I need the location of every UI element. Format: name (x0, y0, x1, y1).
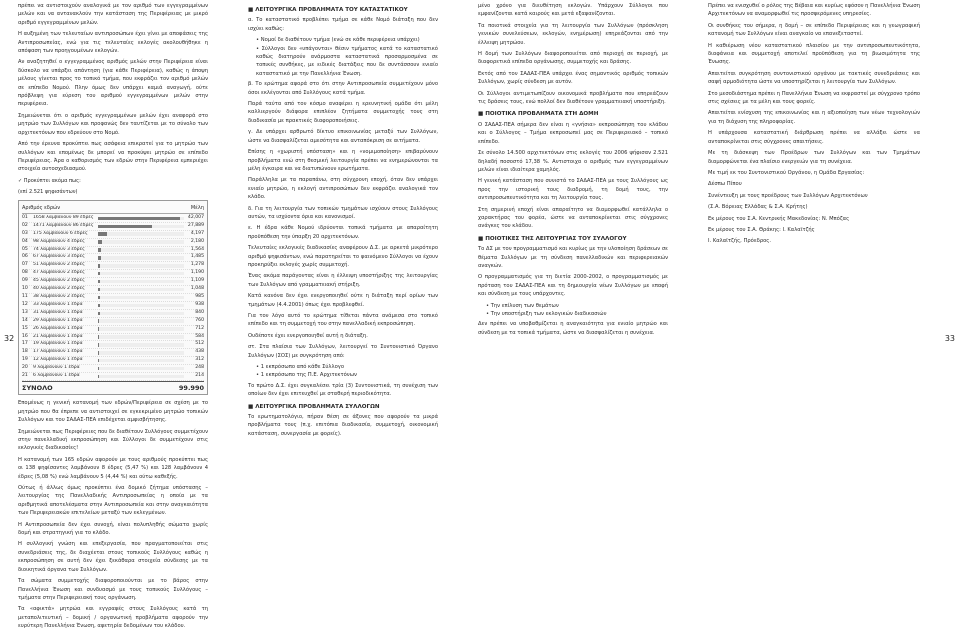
row-count: 1,190 (187, 270, 204, 277)
row-bar-track (98, 232, 184, 236)
paragraph: Ούτως ή άλλως όμως προκύπτει ένα δομικό ζήτημα υπόστασης – λειτουργίας της Πανελλαδικής Αντιπροσωπείας η οποία με τα αριθμητικά αποτελέσματα στην Αντιπροσωπεία και στην αναγκαιότητα των Περιφερειακών επιτελείων μεταξύ των εκλεγμένων. (18, 484, 208, 518)
row-count: 1,048 (187, 286, 204, 293)
signature-line: (Σ.Α. Βόρειας Ελλάδας & Σ.Α. Κρήτης) (708, 203, 920, 211)
row-number: 06 (22, 254, 33, 261)
row-count: 938 (187, 302, 204, 309)
row-number: 09 (22, 278, 33, 285)
row-bar (98, 312, 100, 316)
row-number: 11 (22, 294, 33, 301)
paragraph: Παράλληλα με τα παραπάνω, στη σύγχρονη εποχή, όταν δεν υπάρχει ενιαίο μητρώο, η εκλογή αντιπροσώπων δεν εκφράζει αναλογικά τον κλάδο. (248, 176, 438, 201)
paragraph: Στο μεσοδιάστημα πρέπει η Πανελλήνια Ένωση να εκφραστεί με σύγχρονο τρόπο στις σχέσεις με τα μέλη και τους φορείς. (708, 90, 920, 107)
row-label: 26 λαμβάνουν 1 έδρα (33, 326, 95, 333)
paragraph: Οι Σύλλογοι αντιμετωπίζουν οικονομικά προβλήματα που επηρεάζουν τις δράσεις τους, ενώ πολλοί δεν διαθέτουν γραμματειακή υποστήριξη. (478, 90, 668, 107)
row-label: 47 λαμβάνουν 2 έδρες (33, 270, 95, 277)
paragraph: γ. Δε υπάρχει αρθρωτό δίκτυο επικοινωνίας μεταξύ των Συλλόγων, ώστε να διασφαλίζεται αμεσότητα και ανταπόκριση σε αιτήματα. (248, 128, 438, 145)
paragraph: Παρά ταύτα από τον κόσμο αναφέρει η ερευνητική ομάδα ότι μέλη καλλιεργούν διάφορα επιπλέον ζητήματα συμμετοχής τους στη διαδικασία με πρακτικές διαφοροποιήσεις. (248, 100, 438, 125)
row-label: 38 λαμβάνουν 2 έδρες (33, 294, 95, 301)
row-number: 21 (22, 373, 33, 380)
paragraph: Ένας ακόμα παράγοντας είναι η έλλειψη υποστήριξης της λειτουργίας των Συλλόγων από γραμματειακή στήριξη. (248, 272, 438, 289)
section-heading: ■ ΛΕΙΤΟΥΡΓΙΚΑ ΠΡΟΒΛΗΜΑΤΑ ΤΟΥ ΚΑΤΑΣΤΑΤΙΚΟΥ (248, 6, 438, 14)
list-item: • Την επίλυση των θεμάτων (486, 302, 668, 310)
row-bar (98, 280, 100, 284)
paragraph: δ. Για τη λειτουργία των τοπικών τμημάτων ισχύουν στους Συλλόγους αυτών, τα ισχύοντα όρια και κανονισμοί. (248, 205, 438, 222)
row-number: 02 (22, 223, 33, 230)
paragraph: β. Το ερώτημα αφορά στο ότι στην Αντιπροσωπεία συμμετέχουν μόνο όσοι εκλέγονται από Συλλόγους κατά τμήμα. (248, 80, 438, 97)
row-bar-track (98, 312, 184, 316)
row-bar-track (98, 225, 184, 229)
column-1 (18, 2, 208, 634)
row-label: 98 λαμβάνουν 4 έδρες (33, 239, 95, 246)
row-count: 760 (187, 318, 204, 325)
row-number: 10 (22, 286, 33, 293)
row-count: 1,564 (187, 247, 204, 254)
table-row (22, 310, 204, 318)
table-total-label: ΣΥΝΟΛΟ (22, 384, 53, 392)
table-row (22, 334, 204, 342)
table-row (22, 357, 204, 365)
table-row (22, 223, 204, 231)
paragraph: ε. Η έδρα κάθε Νομού ιδρύονται τοπικά τμήματα με απαραίτητη προϋπόθεση την ύπαρξη 20 αρχιτεκτόνων. (248, 224, 438, 241)
row-count: 985 (187, 294, 204, 301)
paragraph: μένο χρόνο για διευθέτηση εκλογών. Υπάρχουν Σύλλογοι που εμφανίζονται κατά καιρούς και μετά εξαφανίζονται. (478, 2, 668, 19)
section-heading: ■ ΠΟΙΟΤΙΚΕΣ ΤΗΣ ΛΕΙΤΟΥΡΓΙΑΣ ΤΟΥ ΣΥΛΛΟΓΟΥ (478, 235, 668, 243)
row-bar (98, 272, 100, 276)
paragraph: Το ερωτηματολόγιο, πήραν θέση σε άξονες που αφορούν τα μικρά προβλήματα τους (π.χ. επιτόπια διαδικασία, συμμετοχή, οικονομική κατάσταση, συνεργασία με φορείς). (248, 413, 438, 438)
row-count: 840 (187, 310, 204, 317)
paragraph: Η καθιέρωση νέου καταστατικού πλαισίου με την αντιπροσωπευτικότητα, διαφάνεια και συμμετοχή αποτελεί προϋπόθεση για τη βιωσιμότητα της Ένωσης. (708, 42, 920, 67)
row-count: 712 (187, 326, 204, 333)
table-row (22, 341, 204, 349)
paragraph: Επίσης η «χωριστή υπόσταση» και η «νομιμοποίηση» επιβαρύνουν προβλήματα ενώ στη θεσμική λειτουργία πρέπει να ενημερώνονται τα μέλη έγκαιρα και να διατυπώνουν ερωτήματα. (248, 148, 438, 173)
row-label: 40 λαμβάνουν 2 έδρες (33, 286, 95, 293)
row-label: 51 λαμβάνουν 2 έδρες (33, 262, 95, 269)
paragraph: στ. Στα πλαίσια των Συλλόγων, λειτουργεί το Συντονιστικό Όργανο Συλλόγων (ΣΟΣ) με συγκρότηση από: (248, 343, 438, 360)
row-count: 312 (187, 357, 204, 364)
paragraph: Ουδέποτε έχει ενεργοποιηθεί αυτή η διάταξη. (248, 332, 438, 340)
table-row (22, 262, 204, 270)
row-label: 175 λαμβάνουν 6 έδρες (33, 231, 95, 238)
column-3 (478, 2, 668, 340)
table-row (22, 302, 204, 310)
paragraph: Ο ΣΑΔΑΣ-ΠΕΑ σήμερα δεν είναι η «γνήσια» εκπροσώπηση του κλάδου και ο Σύλλογος – Τμήμα εκπροσωπεί μας σε Περιφερειακό – τοπικό επίπεδο. (478, 121, 668, 146)
sub-line: (επί 2.521 ψηφισάντων) (18, 188, 208, 196)
table-row (22, 231, 204, 239)
row-bar (98, 304, 100, 308)
table-total (22, 381, 204, 392)
row-count: 248 (187, 365, 204, 372)
row-count: 512 (187, 341, 204, 348)
row-bar-track (98, 272, 184, 276)
row-bar-track (98, 351, 184, 355)
row-label: 29 λαμβάνουν 1 έδρα (33, 318, 95, 325)
list-item: • Την υποστήριξη των εκλογικών διαδικασιών (486, 310, 668, 318)
table-row (22, 294, 204, 302)
row-bar-track (98, 359, 184, 363)
paragraph: Τελευταίες εκλογικές διαδικασίες αναφέρουν Δ.Σ. με αρκετά μικρότερο αριθμό ψηφισάντων, ενώ παρατηρείται το φαινόμενο Σύλλογοι να έχουν προκηρύξει εκλογές χωρίς συμμετοχή. (248, 244, 438, 269)
table-row (22, 365, 204, 373)
table-header-right: Μέλη (191, 204, 204, 212)
row-number: 08 (22, 270, 33, 277)
paragraph: Το πρώτο Δ.Σ. έχει συγκαλέσει τρία (3) Συντονιστικά, τη συνέχιση των οποίων δεν έχει επιτευχθεί με σταθερή περιοδικότητα. (248, 382, 438, 399)
paragraph: Η αυξημένη των τελευταίων αντιπροσώπων έχει γίνει με αποφάσεις της Αντιπροσωπείας, ενώ για τις τελευταίες εκλογές ακολουθήθηκε η απόφαση των προηγουμένων εκλογών. (18, 30, 208, 55)
row-bar-track (98, 296, 184, 300)
paragraph: Επομένως η γενική κατανομή των εδρών/Περιφέρεια σε σχέση με το μητρώο που θα έπρεπε να αντιστοιχεί σε εγκεκριμένο μητρώο τοπικών Συλλόγων και του ΣΑΔΑΣ-ΠΕΑ επιδέχεται αμφισβήτησης. (18, 399, 208, 424)
row-bar-track (98, 327, 184, 331)
row-label: 74 λαμβάνουν 3 έδρες (33, 247, 95, 254)
row-label: 45 λαμβάνουν 2 έδρες (33, 278, 95, 285)
table-row (22, 215, 204, 223)
row-bar-track (98, 280, 184, 284)
row-label: 9 λαμβάνουν 1 έδρα (33, 365, 95, 372)
signature-line: Δέσπω Πίπου (708, 180, 920, 188)
paragraph: Η Αντιπροσωπεία δεν έχει συνοχή, είναι πολυπληθής σώματα χωρίς δομή και στρατηγική για το κλάδο. (18, 521, 208, 538)
row-bar-track (98, 288, 184, 292)
row-label: 17 λαμβάνουν 1 έδρα (33, 349, 95, 356)
row-label: 1471 λαμβάνουν 86 έδρες (33, 223, 95, 230)
row-count: 1,109 (187, 278, 204, 285)
row-bar-track (98, 240, 184, 244)
column-4 (708, 2, 920, 249)
row-bar-track (98, 264, 184, 268)
votes-table (18, 200, 208, 396)
table-header (22, 203, 204, 214)
row-count: 4,197 (187, 231, 204, 238)
row-bar-track (98, 248, 184, 252)
row-number: 12 (22, 302, 33, 309)
row-number: 01 (22, 215, 33, 222)
row-number: 19 (22, 357, 33, 364)
section-heading: ■ ΛΕΙΤΟΥΡΓΙΚΑ ΠΡΟΒΛΗΜΑΤΑ ΣΥΛΛΟΓΩΝ (248, 403, 438, 411)
table-row (22, 318, 204, 326)
row-number: 04 (22, 239, 33, 246)
signature-line: Συνέντευξη με τους προέδρους των Συλλόγων Αρχιτεκτόνων (708, 192, 920, 200)
row-label: 67 λαμβάνουν 3 έδρες (33, 254, 95, 261)
row-count: 2,180 (187, 239, 204, 246)
paragraph: Απαιτείται συγκρότηση συντονιστικού οργάνου με τακτικές συνεδριάσεις και σαφή αρμοδιότητα ώστε να υποστηρίζεται η λειτουργία των Συλλόγων. (708, 70, 920, 87)
row-number: 07 (22, 262, 33, 269)
row-bar (98, 240, 102, 244)
row-bar (98, 225, 152, 229)
column-2 (248, 2, 438, 441)
row-number: 14 (22, 318, 33, 325)
row-bar (98, 327, 99, 331)
list-item: • Σύλλογοι δεν «υπάγονται» θέσιν τμήματος κατά το καταστατικό καθώς διατηρούν ανάρμοστα καταστατικά προσαρμοσμένα σε τοπικές συνθήκες, με ειδικές διατάξεις που δε συντάσσουν ενιαίο καταστατικό με την Πανελλήνια Ένωση. (256, 45, 438, 79)
table-row (22, 239, 204, 247)
row-bar (98, 343, 99, 347)
signature-line: Εκ μέρους του Σ.Α. Κεντρικής Μακεδονίας: Ν. Μπόζας (708, 215, 920, 223)
row-bar (98, 232, 107, 236)
paragraph: Σημειώνεται πως Περιφέρειες που δε διαθέτουν Συλλόγους συμμετέχουν στην πανελλαδική εκπροσώπηση και Σύλλογοι δε συμμετέχουν στις εκλογικές διαδικασίες! (18, 428, 208, 453)
list-item: • 1 εκπρόσωπο της Π.Ε. Αρχιτεκτόνων (256, 371, 438, 379)
table-row (22, 349, 204, 357)
bullet-list (248, 363, 438, 380)
paragraph: Τα ποιοτικά στοιχεία για τη λειτουργία των Συλλόγων (πρόσκληση γενικών συνελεύσεων, εκλογών, ενημέρωση) επηρεάζονται από την έλλειψη μητρώου. (478, 22, 668, 47)
row-number: 13 (22, 310, 33, 317)
bullet-list (478, 302, 668, 319)
paragraph: Τα σώματα συμμετοχής διαφοροποιούνται με το βάρος στην Πανελλήνια Ένωση και συνδυασμό με τους τοπικούς Συλλόγους – τμήματα στην Περιφερειακή τους οργάνωση. (18, 577, 208, 602)
signature-line: Εκ μέρους του Σ.Α. Θράκης: Ι. Καλαϊτζής (708, 226, 920, 234)
table-rows (22, 215, 204, 381)
paragraph: Για τον λόγο αυτό το ερώτημα τίθεται πάντα ανάμεσα στο τοπικό επίπεδο και τη συμμετοχή του στην πανελλαδική εκπροσώπηση. (248, 312, 438, 329)
row-label: 19 λαμβάνουν 1 έδρα (33, 341, 95, 348)
paragraph: Η υπάρχουσα καταστατική διάρθρωση πρέπει να αλλάξει ώστε να ανταποκρίνεται στις σύγχρονες απαιτήσεις. (708, 129, 920, 146)
row-bar-track (98, 375, 184, 379)
row-bar (98, 264, 100, 268)
row-bar (98, 288, 100, 292)
row-bar-track (98, 367, 184, 371)
row-count: 42,007 (187, 215, 204, 222)
row-number: 16 (22, 334, 33, 341)
section-heading: ■ ΠΟΙΟΤΙΚΑ ΠΡΟΒΛΗΜΑΤΑ ΣΤΗ ΔΟΜΗ (478, 110, 668, 118)
paragraph: Τα «αφικτά» μητρώα και εγγραφές στους Συλλόγους κατά τη μεταπολιτευτική – δομική / οργανωτική προβλήματα αφορούν την ευρύτερη Πανελλήνια Ένωση, αφετηρία δεδομένων του κλάδου. (18, 605, 208, 630)
row-label: 6 λαμβάνουν 1 έδρα (33, 373, 95, 380)
row-bar-track (98, 335, 184, 339)
table-row (22, 254, 204, 262)
row-number: 17 (22, 341, 33, 348)
row-label: 31 λαμβάνουν 1 έδρα (33, 310, 95, 317)
row-bar (98, 319, 99, 323)
table-row (22, 286, 204, 294)
paragraph: Από την έρευνα προκύπτει πως ασάφεια επικρατεί για το μητρώο των συλλόγων και επομένως δε μπορεί να προκύψει μητρώο σε επίπεδο Περιφέρειας. Άρα ο καθορισμός των εδρών στην Περιφέρεια εμπεριέχει στοιχεία αυτοσχεδιασμού. (18, 140, 208, 174)
paragraph: Απαιτείται ενίσχυση της επικοινωνίας και η αξιοποίηση των νέων τεχνολογιών για τη διάχυση της πληροφορίας. (708, 109, 920, 126)
paragraph: Η συλλογική γνώση και επεξεργασία, που πραγματοποιείται στις συνεδριάσεις της, δε διαχέεται στους τοπικούς Συλλόγους καθώς η εκπροσώπηση σε αυτή δεν έχει ξεκάθαρα στοιχεία σύνδεσης με τα διοικητικά όργανα των Συλλόγων. (18, 540, 208, 574)
paragraph: Η γενική κατάσταση που συνιστά το ΣΑΔΑΣ-ΠΕΑ με τους Συλλόγους ως προς την ιστορική τους διαδρομή, τη δομή τους, την αντιπροσωπευτικότητα και τη λειτουργία τους. (478, 177, 668, 202)
table-total-value: 99.990 (179, 384, 204, 392)
paragraph: Η δομή των Συλλόγων διαφοροποιείται από περιοχή σε περιοχή, με διαφορετικά επίπεδα οργάνωσης, συμμετοχής και δράσης. (478, 50, 668, 67)
row-count: 214 (187, 373, 204, 380)
paragraph: α. Το καταστατικό προβλέπει τμήμα σε κάθε Νομό διάταξη που δεν ισχύει καθώς: (248, 16, 438, 33)
row-bar (98, 335, 99, 339)
row-bar-track (98, 319, 184, 323)
paragraph: Το ΔΣ με τον προγραμματισμό και κυρίως με την υλοποίηση δράσεων σε θέματα Συλλόγων με τη σύνδεση πανελλαδικών και περιφερειακών αναγκών. (478, 245, 668, 270)
row-number: 20 (22, 365, 33, 372)
paragraph: Σημειώνεται ότι ο αριθμός εγγεγραμμένων μελών έχει αναφορά στο μητρώο των Συλλόγων και προφανώς δεν ταυτίζεται με το σύνολο των αρχιτεκτόνων που εδρεύουν στο Νομό. (18, 112, 208, 137)
paragraph: Με τη διάσκεψη των Προέδρων των Συλλόγων και των Τμημάτων διαμορφώνεται ένα πλαίσιο ενεργειών για τη συνέχεια. (708, 149, 920, 166)
row-label: 33 λαμβάνουν 1 έδρα (33, 302, 95, 309)
paragraph: Οι συνθήκες του σήμερα, η δομή – σε επίπεδο Περιφέρειας και η γεωγραφική κατανομή των Συλλόγων είναι αναγκαίο να επανεξεταστεί. (708, 22, 920, 39)
table-row (22, 326, 204, 334)
row-bar-track (98, 217, 184, 221)
row-count: 27,889 (187, 223, 204, 230)
row-bar-track (98, 343, 184, 347)
row-bar-track (98, 304, 184, 308)
signature-line: Ι. Καλαϊτζής, Πρόεδρος. (708, 237, 920, 245)
row-label: 21 λαμβάνουν 1 έδρα (33, 334, 95, 341)
row-bar (98, 351, 99, 355)
paragraph: Δεν πρέπει να υποβαθμίζεται η αναγκαιότητα για ενιαίο μητρώο και σύνδεση με τα τοπικά τμήματα, ώστε να διασφαλίζεται η συνέχεια. (478, 320, 668, 337)
paragraph: Η κατανομή των 165 εδρών αφορούν με τους αριθμούς προκύπτει πως οι 138 ψηφίσαντες λαμβάνουν 8 έδρες (5,47 %) και 128 λαμβάνουν 4 έδρες (5,08 %) ενώ λαμβάνουν 5 (4,44 %) και ούτω καθεξής. (18, 456, 208, 481)
table-row (22, 247, 204, 255)
page-number-left: 32 (4, 334, 14, 343)
row-bar (98, 296, 100, 300)
row-number: 03 (22, 231, 33, 238)
list-item: • 1 εκπρόσωπο από κάθε Σύλλογο (256, 363, 438, 371)
row-number: 18 (22, 349, 33, 356)
check-line: ✓ Προκύπτει ακόμα πως: (18, 177, 208, 185)
row-bar (98, 248, 101, 252)
table-header-left: Αριθμός εδρών (22, 204, 60, 212)
page-number-right: 33 (945, 334, 955, 343)
paragraph: Κατά κανόνα δεν έχει ενεργοποιηθεί ούτε η διάταξη περί ορίων των τμημάτων (4.4.2001) όπως έχει προβλεφθεί. (248, 292, 438, 309)
row-bar (98, 217, 180, 221)
row-label: 12 λαμβάνουν 1 έδρα (33, 357, 95, 364)
table-row (22, 278, 204, 286)
row-count: 438 (187, 349, 204, 356)
row-bar-track (98, 256, 184, 260)
row-count: 1,278 (187, 262, 204, 269)
row-number: 05 (22, 247, 33, 254)
paragraph: Στη σημερινή εποχή είναι απαραίτητο να διαμορφωθεί κατάλληλα ο χαρακτήρας του φορέα, ώστε να ανταποκρίνεται στις σύγχρονες ανάγκες του κλάδου. (478, 206, 668, 231)
signature-intro: Με τιμή εκ του Συντονιστικού Οργάνου, η Ομάδα Εργασίας: (708, 169, 920, 177)
paragraph: πρέπει να αντιστοιχούν αναλογικά με τον αριθμό των εγγεγραμμένων μελών και να αντανακλούν την κατάσταση της Περιφέρειας με μικρό αριθμό εγγεγραμμένων μελών. (18, 2, 208, 27)
table-row (22, 270, 204, 278)
paragraph: Πρέπει να ενισχυθεί ο ρόλος της Βέβαια και κυρίως εφόσον η Πανελλήνια Ένωση Αρχιτεκτόνων να αναμορφωθεί τις προσφερόμενες υπηρεσίες. (708, 2, 920, 19)
paragraph: Εκτός από τον ΣΑΔΑΣ-ΠΕΑ υπάρχει ένας σημαντικός αριθμός τοπικών Συλλόγων, χωρίς σύνδεση με αυτόν. (478, 70, 668, 87)
row-count: 584 (187, 334, 204, 341)
list-item: • Νομοί δε διαθέτουν τμήμα (ενώ σε κάθε περιφέρεια υπάρχει) (256, 36, 438, 44)
row-label: 1658 λαμβάνουν 89 έδρες (33, 215, 95, 222)
table-row (22, 373, 204, 381)
row-bar (98, 256, 101, 260)
row-bar (98, 359, 99, 363)
row-count: 1,485 (187, 254, 204, 261)
bullet-list (248, 36, 438, 78)
paragraph: Σε σύνολο 14.500 αρχιτεκτόνων στις εκλογές του 2006 ψήφισαν 2.521 δηλαδή ποσοστό 17,38 %. Αντιστοιχα ο αριθμός των εγγεγραμμένων μελών είναι ιδιαίτερα χαμηλός. (478, 149, 668, 174)
row-number: 15 (22, 326, 33, 333)
paragraph: Αν αναζητηθεί ο εγγεγραμμένος αριθμός μελών στην Περιφέρεια είναι δύσκολο να υπάρξει απάντηση (για κάθε Περιφέρεια), καθώς η άποψη μέλους γίνεται προς το τοπικό τμήμα, που εκφράζει τον αριθμό μελών σε επίπεδο Νομού. Πλην όμως δεν υπάρχει καμιά αναγωγή, ούτε πρόβλεψη για εύρεση του αριθμού εγγεγραμμένων μελών στην περιφέρεια. (18, 58, 208, 108)
paragraph: Ο προγραμματισμός για τη διετία 2000-2002, ο προγραμματισμός με πρόταση του ΣΑΔΑΣ-ΠΕΑ και τη δημιουργία νέων Συλλόγων με επαφή και σύνδεση με τους υπάρχοντες. (478, 273, 668, 298)
